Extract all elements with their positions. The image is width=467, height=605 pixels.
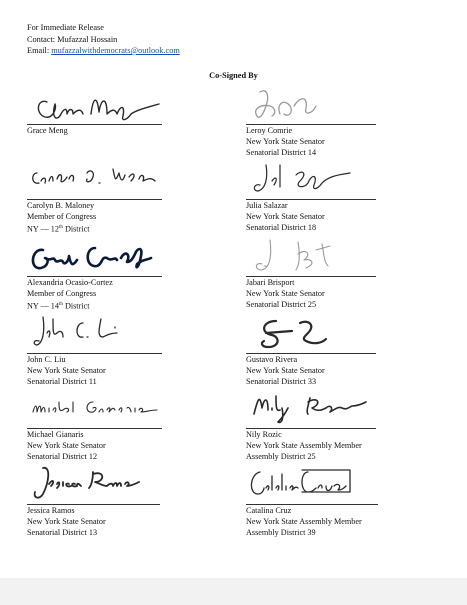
- signer-gustavo-rivera: [246, 313, 376, 387]
- signature-line: [27, 504, 160, 505]
- signature-line: [246, 199, 376, 200]
- signature-line: [27, 199, 162, 200]
- signer-catalina-cruz: [246, 462, 378, 538]
- signer-michael-gianaris: [27, 388, 162, 462]
- signer-title: New York State Senator: [27, 516, 106, 526]
- signer-name: John C. Liu: [27, 355, 66, 364]
- signature-michael-gianaris: [27, 388, 162, 428]
- signer-carolyn-maloney: [27, 159, 162, 235]
- signer-name: Leroy Comrie: [246, 126, 293, 135]
- signer-title: New York State Senator: [27, 365, 106, 375]
- signer-title: Member of Congress: [27, 211, 97, 221]
- signer-title: New York State Senator: [246, 288, 325, 298]
- release-line: For Immediate Release: [27, 23, 104, 32]
- signer-name: Grace Meng: [27, 126, 68, 135]
- cosigned-title: Co-Signed By: [209, 71, 258, 80]
- email-label: Email:: [27, 46, 50, 55]
- signer-name: Michael Gianaris: [27, 430, 84, 439]
- signer-name: Julia Salazar: [246, 201, 288, 210]
- signature-line: [246, 276, 376, 277]
- signature-grace-meng: [27, 84, 162, 124]
- signature-nily-rozic: [246, 388, 376, 428]
- signature-line: [246, 428, 376, 429]
- signature-line: [27, 428, 162, 429]
- signer-district: Senatorial District 33: [246, 376, 317, 386]
- signer-john-liu: [27, 313, 162, 387]
- signer-district: Senatorial District 14: [246, 147, 317, 157]
- signature-line: [246, 504, 378, 505]
- signer-district: Senatorial District 25: [246, 299, 317, 309]
- signer-district: Senatorial District 11: [27, 376, 97, 386]
- signer-district: Assembly District 25: [246, 451, 316, 461]
- signer-julia-salazar: [246, 159, 376, 233]
- signature-catalina-cruz: [246, 462, 378, 504]
- signer-name: Nily Rozic: [246, 430, 282, 439]
- signer-district: Senatorial District 18: [246, 222, 317, 232]
- signature-carolyn-maloney: [27, 159, 162, 199]
- signer-jessica-ramos: [27, 462, 162, 538]
- signature-line: [246, 353, 376, 354]
- signer-title: Member of Congress: [27, 288, 97, 298]
- signer-name: Alexandria Ocasio-Cortez: [27, 278, 113, 287]
- signer-name: Catalina Cruz: [246, 506, 292, 515]
- signer-leroy-comrie: [246, 84, 376, 158]
- signer-district: NY — 14th District: [27, 301, 90, 311]
- signer-name: Jessica Ramos: [27, 506, 75, 515]
- signature-line: [27, 353, 162, 354]
- contact-line: Contact: Mufazzal Hossain: [27, 34, 118, 44]
- signer-jabari-brisport: [246, 236, 376, 310]
- press-header: [27, 22, 180, 57]
- signer-district: Assembly District 39: [246, 527, 316, 537]
- signer-title: New York State Senator: [246, 365, 325, 375]
- signer-title: New York State Senator: [246, 136, 325, 146]
- signature-alexandria-ocasio-cortez: [27, 236, 162, 276]
- signer-alexandria-ocasio-cortez: [27, 236, 162, 312]
- signer-district: NY — 12th District: [27, 224, 90, 234]
- signer-district: Senatorial District 13: [27, 527, 98, 537]
- signer-title: New York State Senator: [27, 440, 106, 450]
- signer-title: New York State Senator: [246, 211, 325, 221]
- email-link[interactable]: mufazzalwithdemocrats@outlook.com: [51, 46, 180, 55]
- signature-line: [27, 276, 162, 277]
- email-line: [27, 45, 180, 57]
- signature-leroy-comrie: [246, 84, 376, 124]
- signature-julia-salazar: [246, 159, 376, 199]
- signer-name: Carolyn B. Maloney: [27, 201, 95, 210]
- signer-grace-meng: [27, 84, 162, 137]
- signature-gustavo-rivera: [246, 313, 376, 353]
- signer-title: New York State Assembly Member: [246, 440, 362, 450]
- signature-jabari-brisport: [246, 236, 376, 276]
- signature-jessica-ramos: [27, 462, 162, 504]
- signature-line: [27, 124, 162, 125]
- signature-line: [246, 124, 376, 125]
- signature-john-liu: [27, 313, 162, 353]
- signer-title: New York State Assembly Member: [246, 516, 362, 526]
- signer-nily-rozic: [246, 388, 376, 462]
- signer-name: Jabari Brisport: [246, 278, 295, 287]
- signer-district: Senatorial District 12: [27, 451, 98, 461]
- signer-name: Gustavo Rivera: [246, 355, 298, 364]
